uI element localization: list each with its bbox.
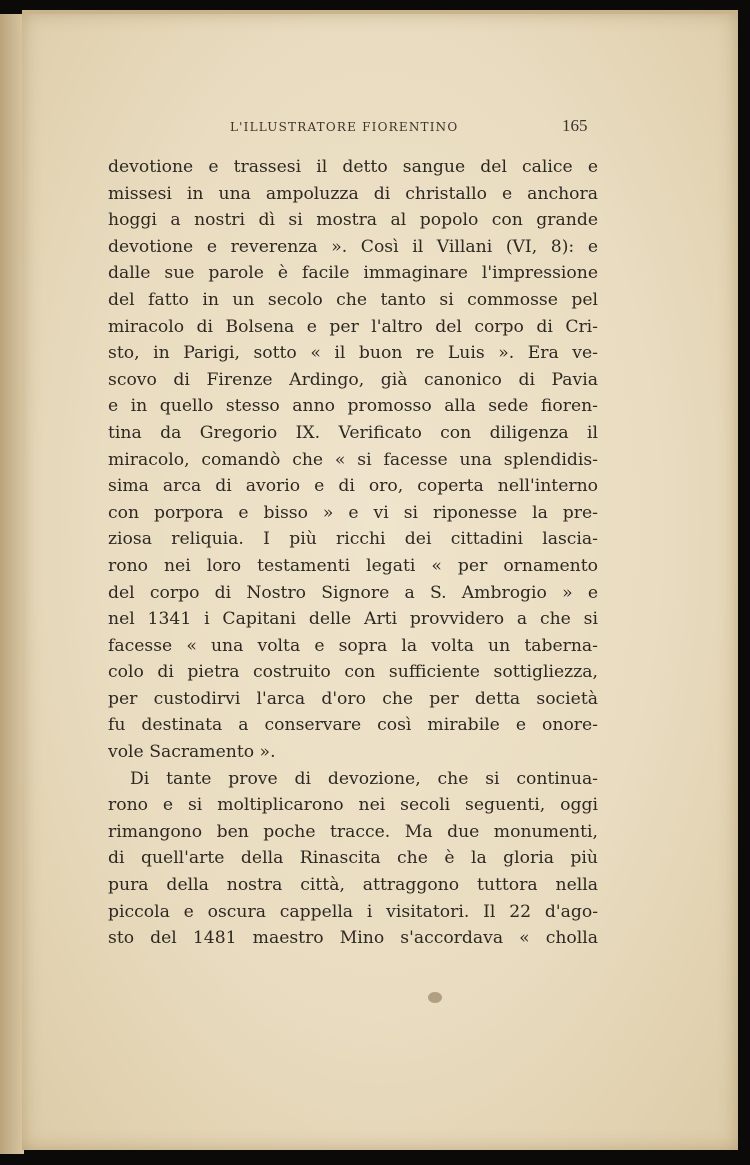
text-line: miracolo, comandò che « si facesse una splendidis- [108, 449, 598, 470]
paragraph-first-line: Di tante prove di devozione, che si continua- [130, 768, 598, 789]
text-line: scovo di Firenze Ardingo, già canonico di Pavia [108, 369, 598, 390]
text-line: sima arca di avorio e di oro, coperta nell'interno [108, 476, 598, 497]
text-line: tina da Gregorio IX. Verificato con diligenza il [108, 422, 598, 443]
paragraph-end-line: vole Sacramento ». [108, 742, 276, 763]
text-line: sto del 1481 maestro Mino s'accordava « cholla [108, 928, 598, 949]
text-line: fu destinata a conservare così mirabile e onore- [108, 715, 598, 736]
text-line: dalle sue parole è facile immaginare l'impressione [108, 263, 598, 284]
text-line: miracolo di Bolsena e per l'altro del corpo di Cri- [108, 316, 598, 337]
previous-page-edge [0, 14, 24, 1154]
page-number: 165 [562, 116, 588, 135]
ink-smudge [428, 992, 442, 1003]
text-line: di quell'arte della Rinascita che è la gloria più [108, 848, 598, 869]
text-line: colo di pietra costruito con sufficiente sottigliezza, [108, 662, 598, 683]
text-line: ziosa reliquia. I più ricchi dei cittadini lascia- [108, 529, 598, 550]
text-line: devotione e trassesi il detto sangue del calice e [108, 157, 598, 177]
body-text [108, 154, 598, 952]
text-line: nel 1341 i Capitani delle Arti provvidero a che si [108, 609, 598, 630]
text-line: per custodirvi l'arca d'oro che per detta società [108, 688, 598, 709]
text-line: facesse « una volta e sopra la volta un taberna- [108, 635, 598, 656]
text-line: sto, in Parigi, sotto « il buon re Luis ». Era ve- [108, 343, 598, 364]
text-line: hoggi a nostri dì si mostra al popolo con grande [108, 210, 598, 231]
text-line: missesi in una ampoluzza di christallo e anchora [108, 183, 598, 204]
text-line: devotione e reverenza ». Così il Villani (VI, 8): e [108, 236, 598, 257]
text-line: pura della nostra città, attraggono tuttora nella [108, 875, 598, 896]
text-line: e in quello stesso anno promosso alla sede fioren- [108, 396, 598, 417]
text-line: con porpora e bisso » e vi si riponesse la pre- [108, 502, 598, 523]
running-title: L'ILLUSTRATORE FIORENTINO [230, 120, 459, 134]
text-line: rono e si moltiplicarono nei secoli seguenti, oggi [108, 795, 598, 816]
text-line: piccola e oscura cappella i visitatori. Il 22 d'ago- [108, 901, 598, 922]
text-line: del fatto in un secolo che tanto si commosse pel [108, 289, 598, 310]
text-line: rono nei loro testamenti legati « per ornamento [108, 555, 598, 576]
text-line: del corpo di Nostro Signore a S. Ambrogio » e [108, 582, 598, 603]
page-top-edge [22, 10, 738, 14]
text-line: rimangono ben poche tracce. Ma due monumenti, [108, 821, 598, 842]
